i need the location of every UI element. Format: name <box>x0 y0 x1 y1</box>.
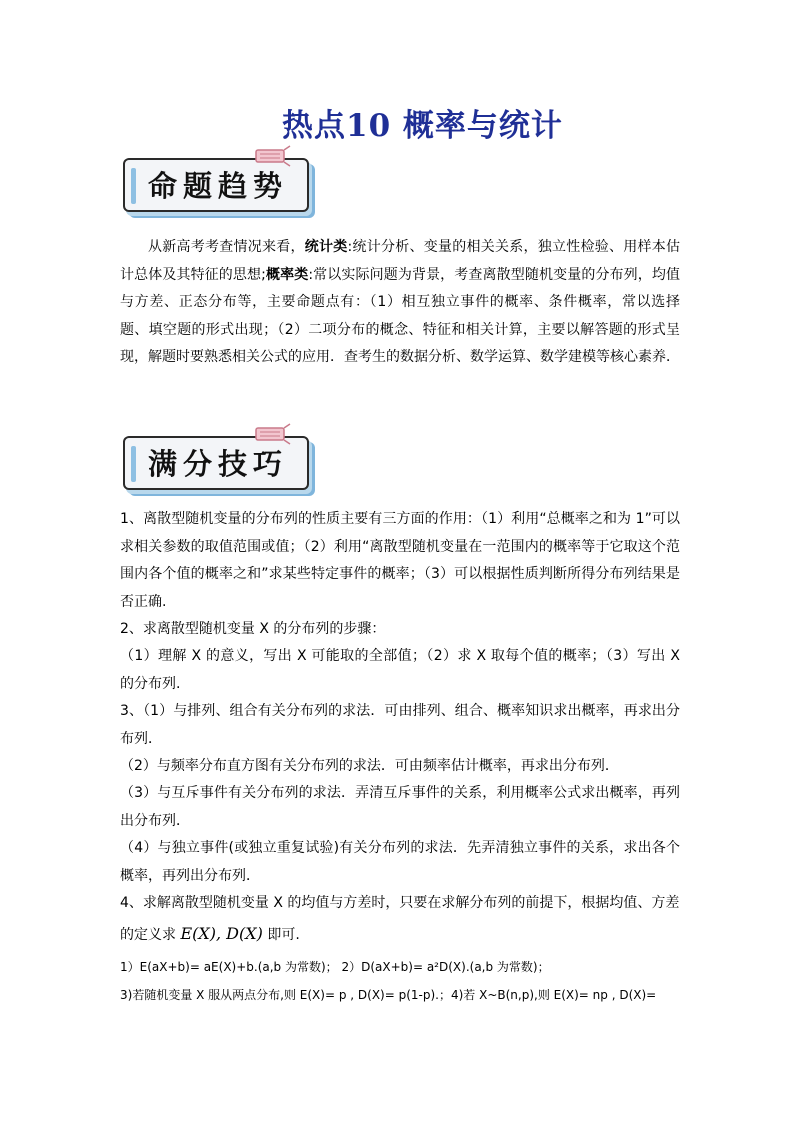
skill-4-paragraph: 4、求解离散型随机变量 X 的均值与方差时，只要在求解分布列的前提下，根据均值、方差 <box>120 895 680 911</box>
skill-2-paragraph: 2、求离散型随机变量 X 的分布列的步骤： <box>120 621 386 637</box>
formula-line-2: 3)若随机变量 X 服从两点分布,则 E(X)= p , D(X)= p(1-p).；4)若 X~B(n,p),则 E(X)= np , D(X)= <box>120 988 657 1002</box>
trend-text-c: :统计分析、变量的相关关系，独立性检验、用样本估计总体及其特征的思想; <box>120 239 681 283</box>
skill-2-steps: （1）理解 X 的意义，写出 X 可能取的全部值；（2）求 X 取每个值的概率；（3）写出 X 的分布列. <box>120 648 680 692</box>
skill-3-paragraph: 3、（1）与排列、组合有关分布列的求法．可由排列、组合、概率知识求出概率，再求出分布列． <box>120 703 680 747</box>
trend-label-statistics: 统计类 <box>304 239 348 255</box>
section-banner-skills <box>120 428 320 492</box>
banner-heading: 命题趋势 <box>148 169 289 203</box>
formula-line-1: 1）E(aX+b)= aE(X)+b.(a,b 为常数)； 2）D(aX+b)= a²D(X).(a,b 为常数)； <box>120 960 550 974</box>
skill-3-item-2: （2）与频率分布直方图有关分布列的求法．可由频率估计概率，再求出分布列． <box>120 758 619 774</box>
skill-1-paragraph: 1、离散型随机变量的分布列的性质主要有三方面的作用：（1）利用“总概率之和为 1”可以求相关参数的取值范围或值；（2）利用“离散型随机变量在一范围内的概率等于它取这个范围内各个值的概率之和”求某些特定事件的概率；（3）可以根据性质判断所得分布列结果是否正确. <box>120 511 680 610</box>
skill-4-text-end: 即可. <box>262 927 300 943</box>
expectation-variance-formula: E(X), D(X) <box>180 924 263 943</box>
ribbon-clip-icon <box>252 422 292 452</box>
skill-4-paragraph-cont <box>120 920 680 950</box>
trend-label-probability: 概率类 <box>265 266 309 283</box>
banner-heading: 满分技巧 <box>148 447 289 481</box>
ribbon-clip-icon <box>252 144 292 174</box>
skill-3-item-4: （4）与独立事件(或独立重复试验)有关分布列的求法．先弄清独立事件的关系，求出各个概率，再列出分布列． <box>120 840 680 884</box>
trend-paragraph <box>120 234 680 372</box>
trend-text-e: :常以实际问题为背景，考查离散型随机变量的分布列，均值与方差、正态分布等，主要命题点有：（1）相互独立事件的概率、条件概率，常以选择题、填空题的形式出现；（2）二项分布的概念、特征和相关计算，主要以解答题的形式呈现，解题时要熟悉相关公式的应用．查考生的数据分析、数学运算、数学建模等核心素养． <box>120 266 681 365</box>
trend-text-a: 从新高考考查情况来看， <box>148 239 305 255</box>
skill-4-text: 的定义求 <box>120 927 181 943</box>
section-banner-trend <box>120 150 320 214</box>
skill-3-item-3: （3）与互斥事件有关分布列的求法．弄清互斥事件的关系，利用概率公式求出概率，再列出分布列． <box>120 785 680 829</box>
page-title: 热点10 概率与统计 <box>282 108 563 144</box>
